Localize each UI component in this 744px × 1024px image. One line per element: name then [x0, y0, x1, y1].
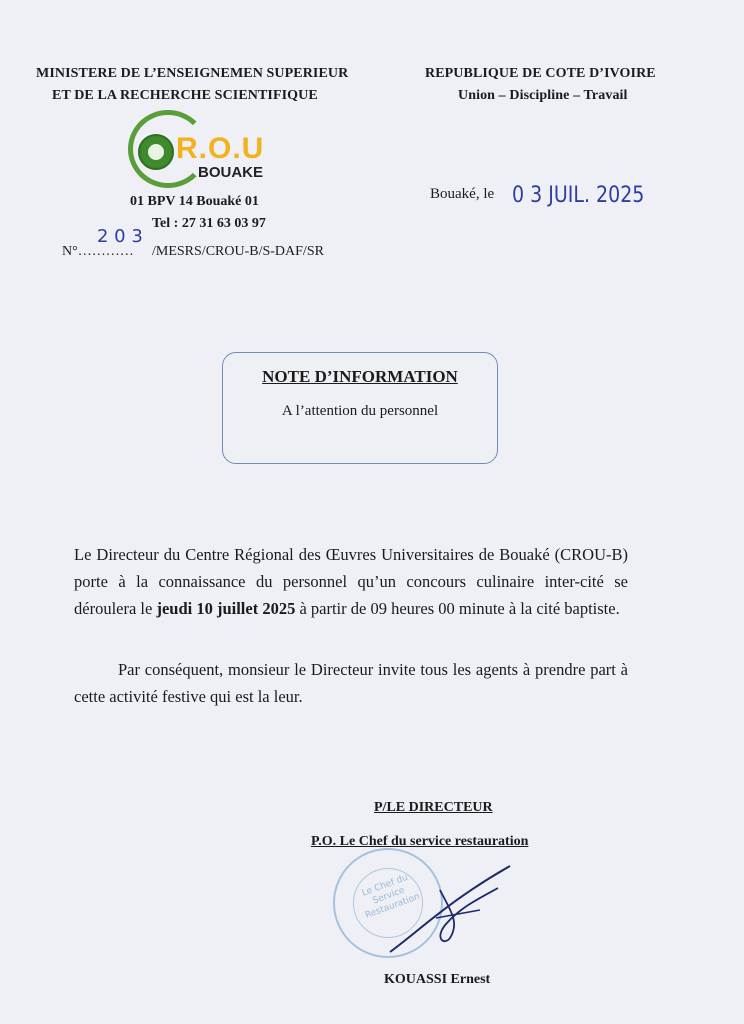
reference-prefix: N°…………	[62, 244, 134, 259]
republic-line: REPUBLIQUE DE COTE D’IVOIRE	[425, 66, 656, 81]
logo-subtitle: BOUAKE	[198, 164, 264, 181]
paragraph-1-end: à partir de 09 heures 00 minute à la cité baptiste.	[295, 599, 620, 618]
motto-line: Union – Discipline – Travail	[458, 88, 628, 103]
crou-logo	[128, 110, 288, 188]
ministry-line-1: MINISTERE DE L’ENSEIGNEMEN SUPERIEUR	[36, 66, 349, 81]
signatory-name: KOUASSI Ernest	[384, 972, 491, 987]
event-date: jeudi 10 juillet 2025	[156, 599, 296, 618]
signatory-title: P/LE DIRECTEUR	[374, 800, 493, 815]
date-place: Bouaké, le	[430, 186, 495, 202]
signatory-delegate: P.O. Le Chef du service restauration	[311, 834, 529, 849]
stamp-text: Le Chef du Service Restauration	[360, 872, 422, 921]
body-paragraph-2: Par conséquent, monsieur le Directeur invite tous les agents à prendre part à cette activité festive qui est la leur.	[74, 660, 628, 706]
handwritten-signature	[380, 860, 520, 960]
reference-suffix: /MESRS/CROU-B/S-DAF/SR	[152, 244, 324, 259]
notice-box	[222, 352, 498, 464]
paragraph-1-text: Le Directeur du Centre Régional des Œuvres Universitaires de Bouaké (CROU-B) porte à la connaissance du personnel qu’un concours culinaire inter-cité se déroulera le	[74, 545, 628, 618]
logo-title: R.O.U	[176, 132, 265, 165]
logo-seal-center	[148, 144, 164, 160]
ministry-line-2: ET DE LA RECHERCHE SCIENTIFIQUE	[52, 88, 318, 103]
notice-subtitle: A l’attention du personnel	[281, 403, 439, 419]
telephone: Tel : 27 31 63 03 97	[152, 216, 266, 231]
body-paragraph-1	[74, 541, 628, 622]
postal-address: 01 BPV 14 Bouaké 01	[130, 194, 259, 209]
reference-number-stamp: 2 0 3	[97, 226, 143, 247]
notice-title: NOTE D’INFORMATION	[262, 367, 458, 386]
logo-seal-icon	[138, 134, 174, 170]
date-stamp: 0 3 JUIL. 2025	[512, 182, 645, 208]
